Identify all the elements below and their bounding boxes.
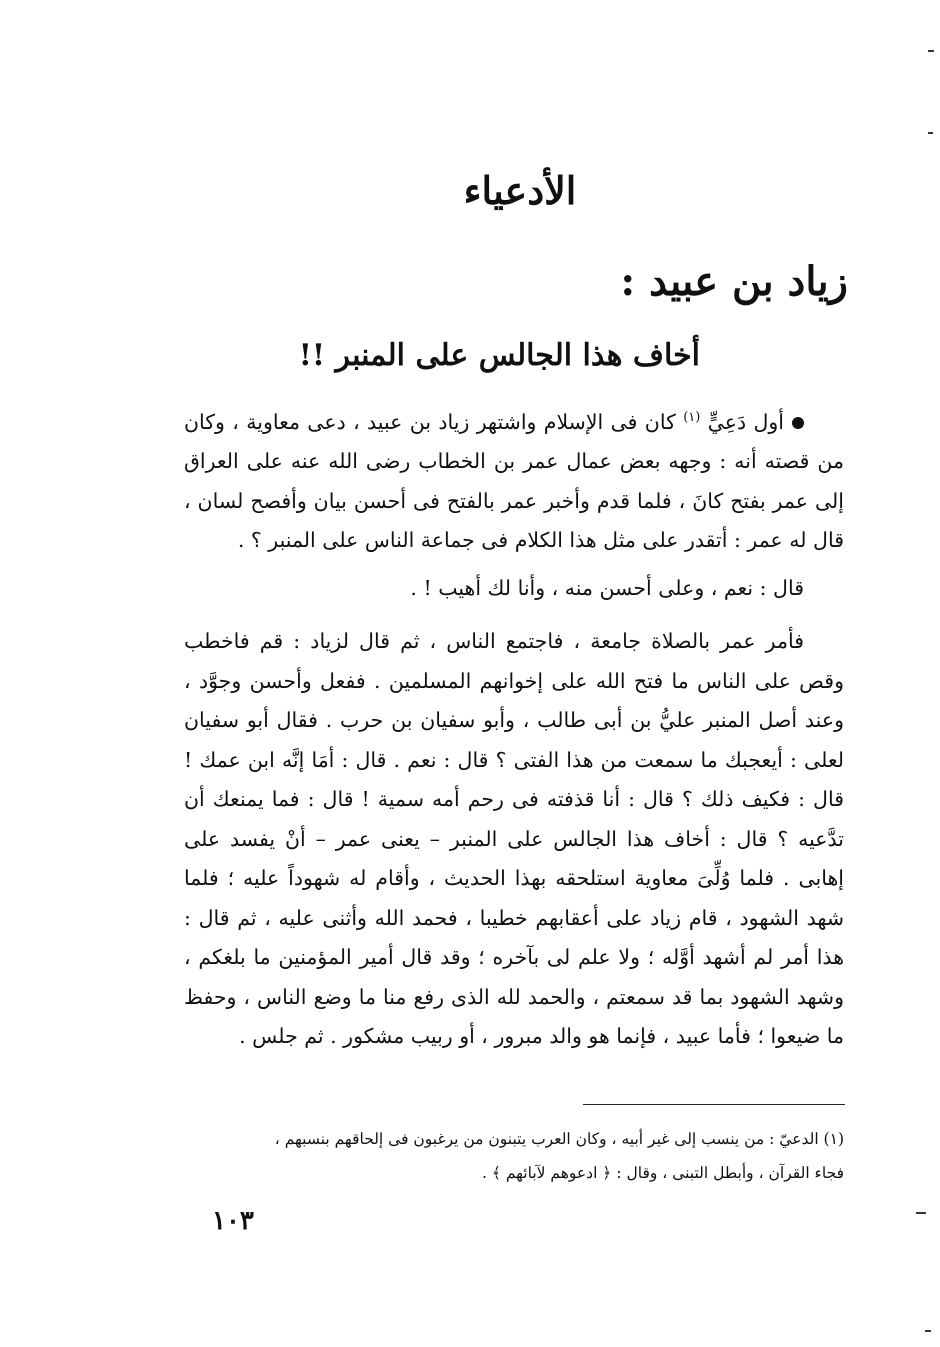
paragraph-1	[184, 398, 844, 561]
footnote-line-2: فجاء القرآن ، وأبطل التبنى ، وقال : ﴿ ادعوهم لآبائهم ﴾ .	[481, 1164, 844, 1182]
footnote-line-1: (١) الدعيّ : من ينسب إلى غير أبيه ، وكان العرب يتبنون من يرغبون فى إلحاقهم بنسبهم ،	[274, 1130, 844, 1148]
paragraph-lead: أول دَعِيٍّ	[707, 409, 784, 434]
scan-edge-mark	[916, 1212, 926, 1214]
page-number: ١٠٣	[212, 1206, 254, 1236]
footnote-ref: (١)	[683, 410, 701, 425]
paragraph-2: قال : نعم ، وعلى أحسن منه ، وأنا لك أهيب ! .	[410, 575, 804, 600]
chapter-title: الأدعياء	[463, 168, 577, 213]
paragraph-text: كان فى الإسلام واشتهر زياد بن عبيد ، دعى معاوية ، وكان من قصته أنه : وجهه بعض عمال عمر بن الخطاب رضى الله عنه على العراق إلى عمر بفتح كانَ ، فلما قدم وأخبر عمر بالفتح فى أحسن بيان وأفصح لسان ، قال له عمر : أتقدر على مثل هذا الكلام فى جماعة الناس على المنبر ؟ .	[184, 409, 844, 553]
paragraph-3: فأمر عمر بالصلاة جامعة ، فاجتمع الناس ، ثم قال لزياد : قم فاخطب وقص على الناس ما فتح الله على إخوانهم المسلمين . ففعل وأحسن وجوَّد ، وعند أصل المنبر عليُّ بن أبى طالب ، وأبو سفيان بن حرب . فقال أبو سفيان لعلى : أيعجبك ما سمعت من هذا الفتى ؟ قال : نعم . قال : أمَا إنَّه ابن عمك ! قال : فكيف ذلك ؟ قال : أنا قذفته فى رحم أمه سمية ! قال : فما يمنعك أن تدَّعيه ؟ قال : أخاف هذا الجالس على المنبر – يعنى عمر – أنْ يفسد على إهابى . فلما وُلِّىَ معاوية استلحقه بهذا الحديث ، وأقام له شهوداً عليه ؛ فلما شهد الشهود ، قام زياد على أعقابهم خطيبا ، فحمد الله وأثنى عليه ، ثم قال : هذا أمر لم أشهد أوَّله ؛ ولا علم لى بآخره ؛ وقد قال أمير المؤمنين ما بلغكم ، وشهد الشهود بما قد سمعتم ، والحمد لله الذى رفع منا ما وضع الناس ، وحفظ ما ضيعوا ؛ فأما عبيد ، فإنما هو والد مبرور ، أو ربيب مشكور . ثم جلس .	[184, 629, 844, 1049]
scan-edge-mark	[928, 50, 934, 52]
body-text	[184, 398, 844, 1057]
bullet-icon	[792, 417, 804, 429]
scan-edge-mark	[928, 132, 933, 134]
scan-edge-mark	[925, 1330, 931, 1332]
section-title: زياد بن عبيد :	[620, 258, 848, 305]
footnote	[179, 1122, 844, 1190]
footnote-divider	[583, 1104, 845, 1105]
subtitle: أخاف هذا الجالس على المنبر !!	[298, 338, 700, 373]
